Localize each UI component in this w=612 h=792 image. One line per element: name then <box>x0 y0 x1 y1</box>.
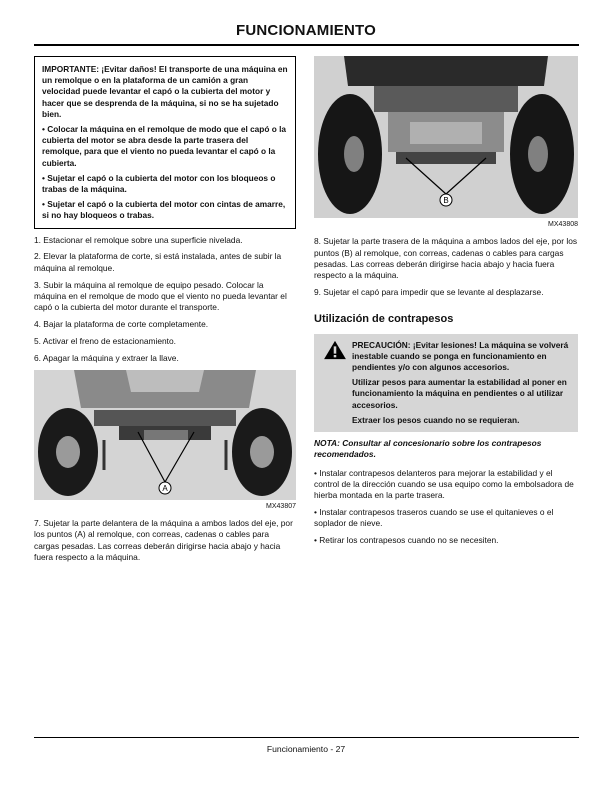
step-8: 8. Sujetar la parte trasera de la máquina a ambos lados del eje, por los puntos (B) al remolque, con correas, cadenas o cables para cargas pesadas. Las correas deberán dirigirse hacia abajo y hacia fuera respecto a la máquina. <box>314 236 578 281</box>
footer-rule <box>34 737 579 738</box>
figure-id: MX43807 <box>266 502 296 510</box>
left-column <box>34 52 296 569</box>
warning-triangle-icon <box>322 340 348 360</box>
page-footer: Funcionamiento - 27 <box>266 744 346 754</box>
rear-axle-photo <box>314 56 578 218</box>
caution-box <box>314 334 578 432</box>
rear-axle-illustration <box>314 56 578 218</box>
important-text: IMPORTANTE: ¡Evitar daños! El transporte de una máquina en un remolque o en la plataforma de un camión a gran velocidad puede levantar el capó o la cubierta del motor y hacer que se desprenda de la máquina, si no se ha sujetado bien. <box>42 64 288 119</box>
caution-text: PRECAUCIÓN: ¡Evitar lesiones! La máquina se volverá inestable cuando se ponga en funcionamiento en pendientes y/o con algunos accesorios. <box>352 339 569 372</box>
caution-text: Utilizar pesos para aumentar la estabilidad al poner en funcionamiento la máquina en pendientes o al utilizar accesorios. <box>352 377 567 410</box>
step-1: 1. Estacionar el remolque sobre una superficie nivelada. <box>34 234 243 245</box>
bullet-item: • Instalar contrapesos delanteros para mejorar la estabilidad y el control de la dirección cuando se usa equipo como la embolsadora de hierba montada en la parte trasera. <box>314 467 574 501</box>
title-rule <box>34 44 579 46</box>
step-4: 4. Bajar la plataforma de corte completamente. <box>34 318 209 329</box>
front-axle-illustration <box>34 370 296 500</box>
step-5: 5. Activar el freno de estacionamiento. <box>34 335 176 346</box>
step-3: 3. Subir la máquina al remolque de equipo pesado. Colocar la máquina en el remolque de modo que el viento no pueda levantar el capó o la cubierta del motor durante el transporte. <box>34 279 287 313</box>
bullet-item: • Instalar contrapesos traseros cuando se use el quitanieves o el soplador de nieve. <box>314 506 554 529</box>
caution-text: Extraer los pesos cuando no se requieran. <box>352 414 520 425</box>
figure-callout-a: A <box>162 483 168 493</box>
front-axle-photo <box>34 370 296 500</box>
page-title: FUNCIONAMIENTO <box>235 22 377 39</box>
step-7: 7. Sujetar la parte delantera de la máquina a ambos lados del eje, por los puntos (A) al remolque, con correas, cadenas o cables para cargas pesadas. Las correas deberán dirigirse hacia abajo y hacia fuera respecto a la máquina. <box>34 518 293 562</box>
figure-id: MX43808 <box>548 221 578 228</box>
important-notice-box <box>34 56 296 229</box>
section-heading: Utilización de contrapesos <box>314 313 454 326</box>
step-6: 6. Apagar la máquina y extraer la llave. <box>34 352 179 363</box>
step-9: 9. Sujetar el capó para impedir que se levante al desplazarse. <box>314 286 544 297</box>
important-bullet: • Colocar la máquina en el remolque de modo que el capó o la cubierta del motor se abra desde la parte trasera del remolque, para que el viento no pueda levantar el capó o la cubierta. <box>42 124 287 168</box>
step-2: 2. Elevar la plataforma de corte, si está instalada, antes de subir la máquina al remolque. <box>34 251 282 273</box>
important-bullet: • Sujetar el capó o la cubierta del motor con cintas de amarre, si no hay bloqueos o trabas. <box>42 199 286 221</box>
figure-callout-b: B <box>443 196 449 205</box>
bullet-item: • Retirar los contrapesos cuando no se necesiten. <box>314 535 499 546</box>
right-column <box>314 52 578 552</box>
important-bullet: • Sujetar el capó o la cubierta del motor con los bloqueos o trabas de la máquina. <box>42 172 276 195</box>
note-text: NOTA: Consultar al concesionario sobre los contrapesos recomendados. <box>314 438 542 460</box>
